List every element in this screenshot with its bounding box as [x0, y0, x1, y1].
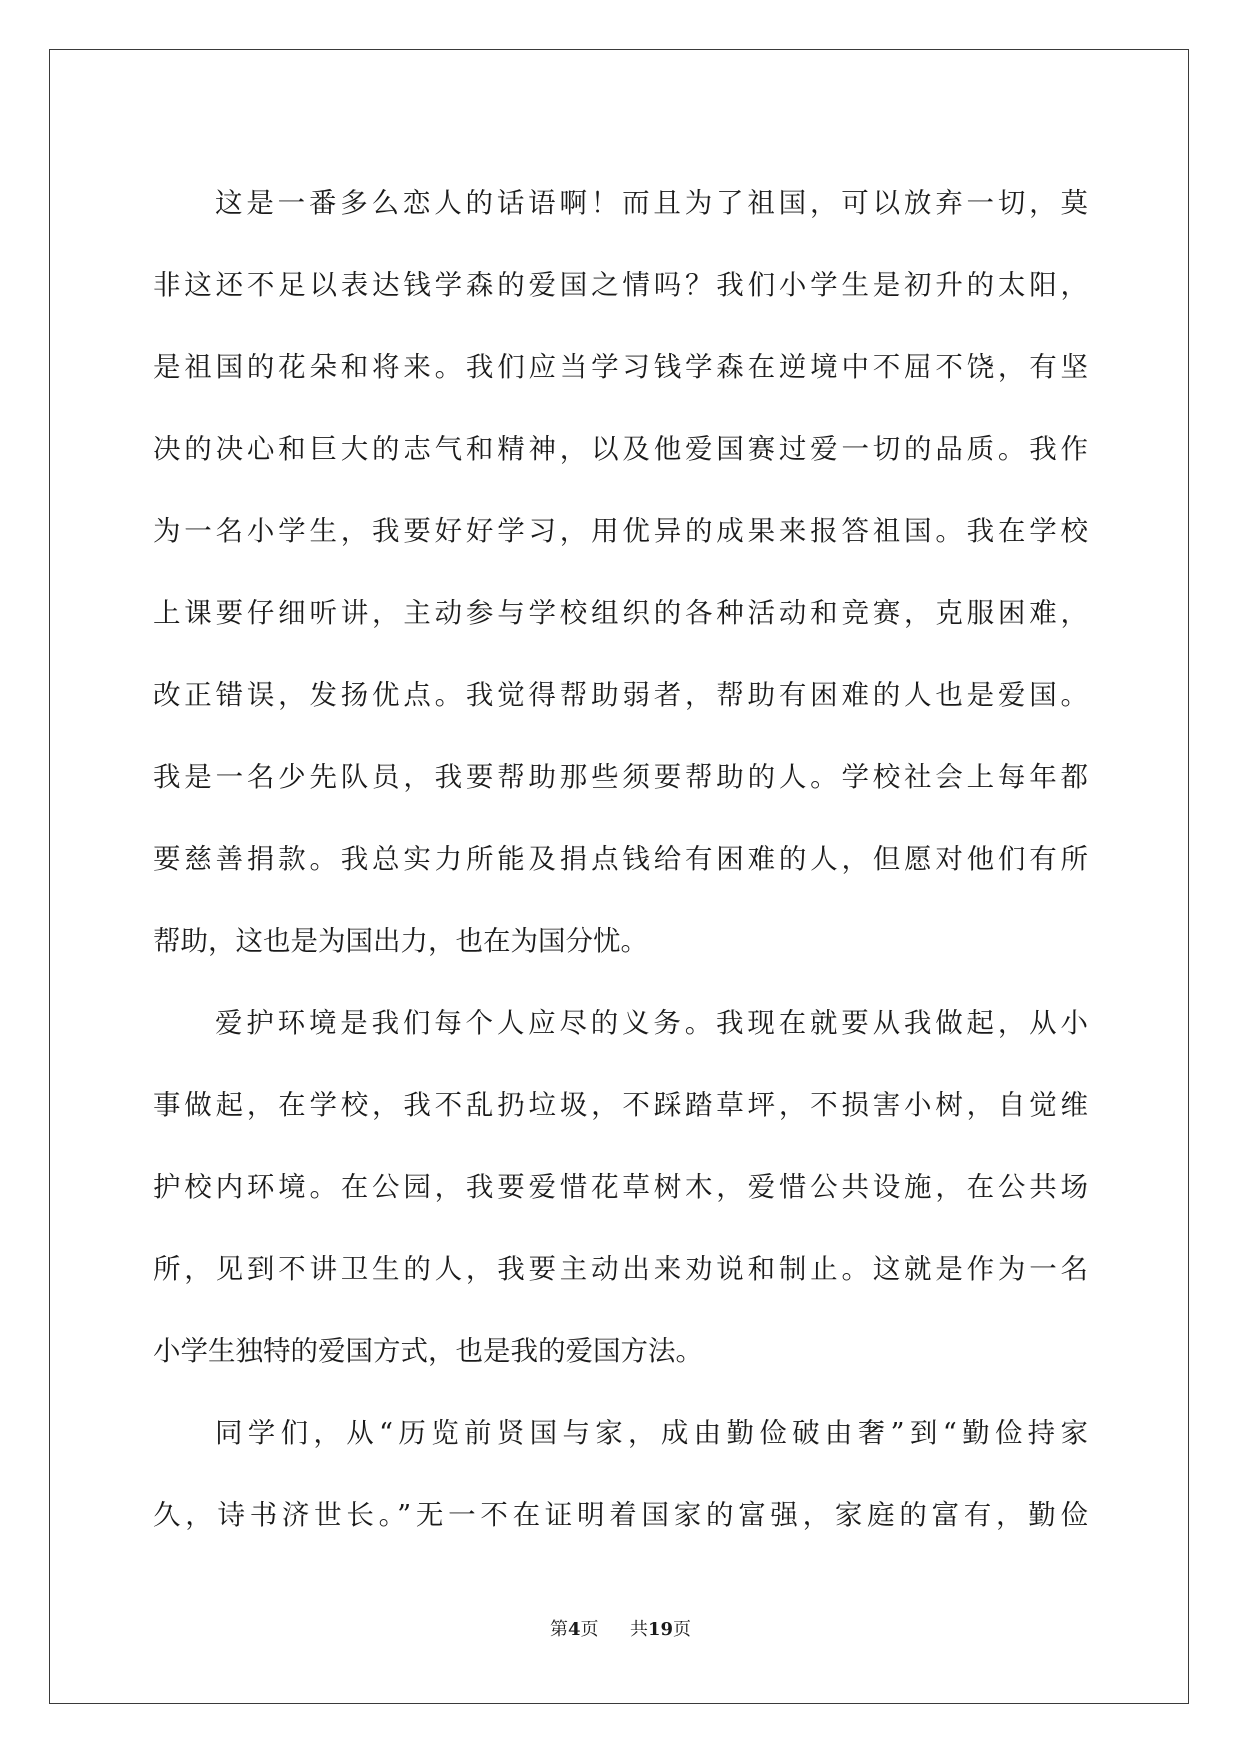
- paragraph-2: [153, 982, 1088, 1392]
- page-prefix: 第: [549, 1619, 568, 1640]
- page-number-label: [550, 1615, 599, 1641]
- page-total: 19: [647, 1619, 674, 1640]
- text-line: 我是一名少先队员，我要帮助那些须要帮助的人。学校社会上每年都: [153, 761, 1088, 793]
- text-line: 帮助，这也是为国出力，也在为国分忧。: [153, 925, 648, 957]
- text-line: 这是一番多么恋人的话语啊！而且为了祖国，可以放弃一切，莫: [215, 187, 1088, 219]
- text-line: 小学生独特的爱国方式，也是我的爱国方法。: [153, 1335, 703, 1367]
- page-total-label: [630, 1615, 691, 1641]
- text-line: 为一名小学生，我要好好学习，用优异的成果来报答祖国。我在学校: [153, 515, 1088, 547]
- page-suffix: 页: [580, 1619, 599, 1640]
- text-line: 非这还不足以表达钱学森的爱国之情吗？我们小学生是初升的太阳，: [153, 269, 1088, 301]
- paragraph-3: [153, 1392, 1088, 1556]
- total-prefix: 共: [629, 1619, 648, 1640]
- text-line: 是祖国的花朵和将来。我们应当学习钱学森在逆境中不屈不饶，有坚: [153, 351, 1088, 383]
- text-line: 改正错误，发扬优点。我觉得帮助弱者，帮助有困难的人也是爱国。: [153, 679, 1088, 711]
- document-body: [153, 162, 1088, 1556]
- text-line: 爱护环境是我们每个人应尽的义务。我现在就要从我做起，从小: [215, 1007, 1088, 1039]
- paragraph-1: [153, 162, 1088, 982]
- total-suffix: 页: [673, 1619, 692, 1640]
- page-current: 4: [567, 1619, 581, 1640]
- text-line: 决的决心和巨大的志气和精神，以及他爱国赛过爱一切的品质。我作: [153, 433, 1088, 465]
- text-line: 要慈善捐款。我总实力所能及捐点钱给有困难的人，但愿对他们有所: [153, 843, 1088, 875]
- page-footer: [0, 1615, 1241, 1641]
- text-line: 上课要仔细听讲，主动参与学校组织的各种活动和竞赛，克服困难，: [153, 597, 1088, 629]
- text-line: 护校内环境。在公园，我要爱惜花草树木，爱惜公共设施，在公共场: [153, 1171, 1088, 1203]
- text-line: 所，见到不讲卫生的人，我要主动出来劝说和制止。这就是作为一名: [153, 1253, 1088, 1285]
- text-line: 事做起，在学校，我不乱扔垃圾，不踩踏草坪，不损害小树，自觉维: [153, 1089, 1088, 1121]
- text-line: 同学们，从“历览前贤国与家，成由勤俭破由奢”到“勤俭持家: [215, 1417, 1088, 1449]
- text-line: 久，诗书济世长。”无一不在证明着国家的富强，家庭的富有，勤俭: [153, 1499, 1088, 1531]
